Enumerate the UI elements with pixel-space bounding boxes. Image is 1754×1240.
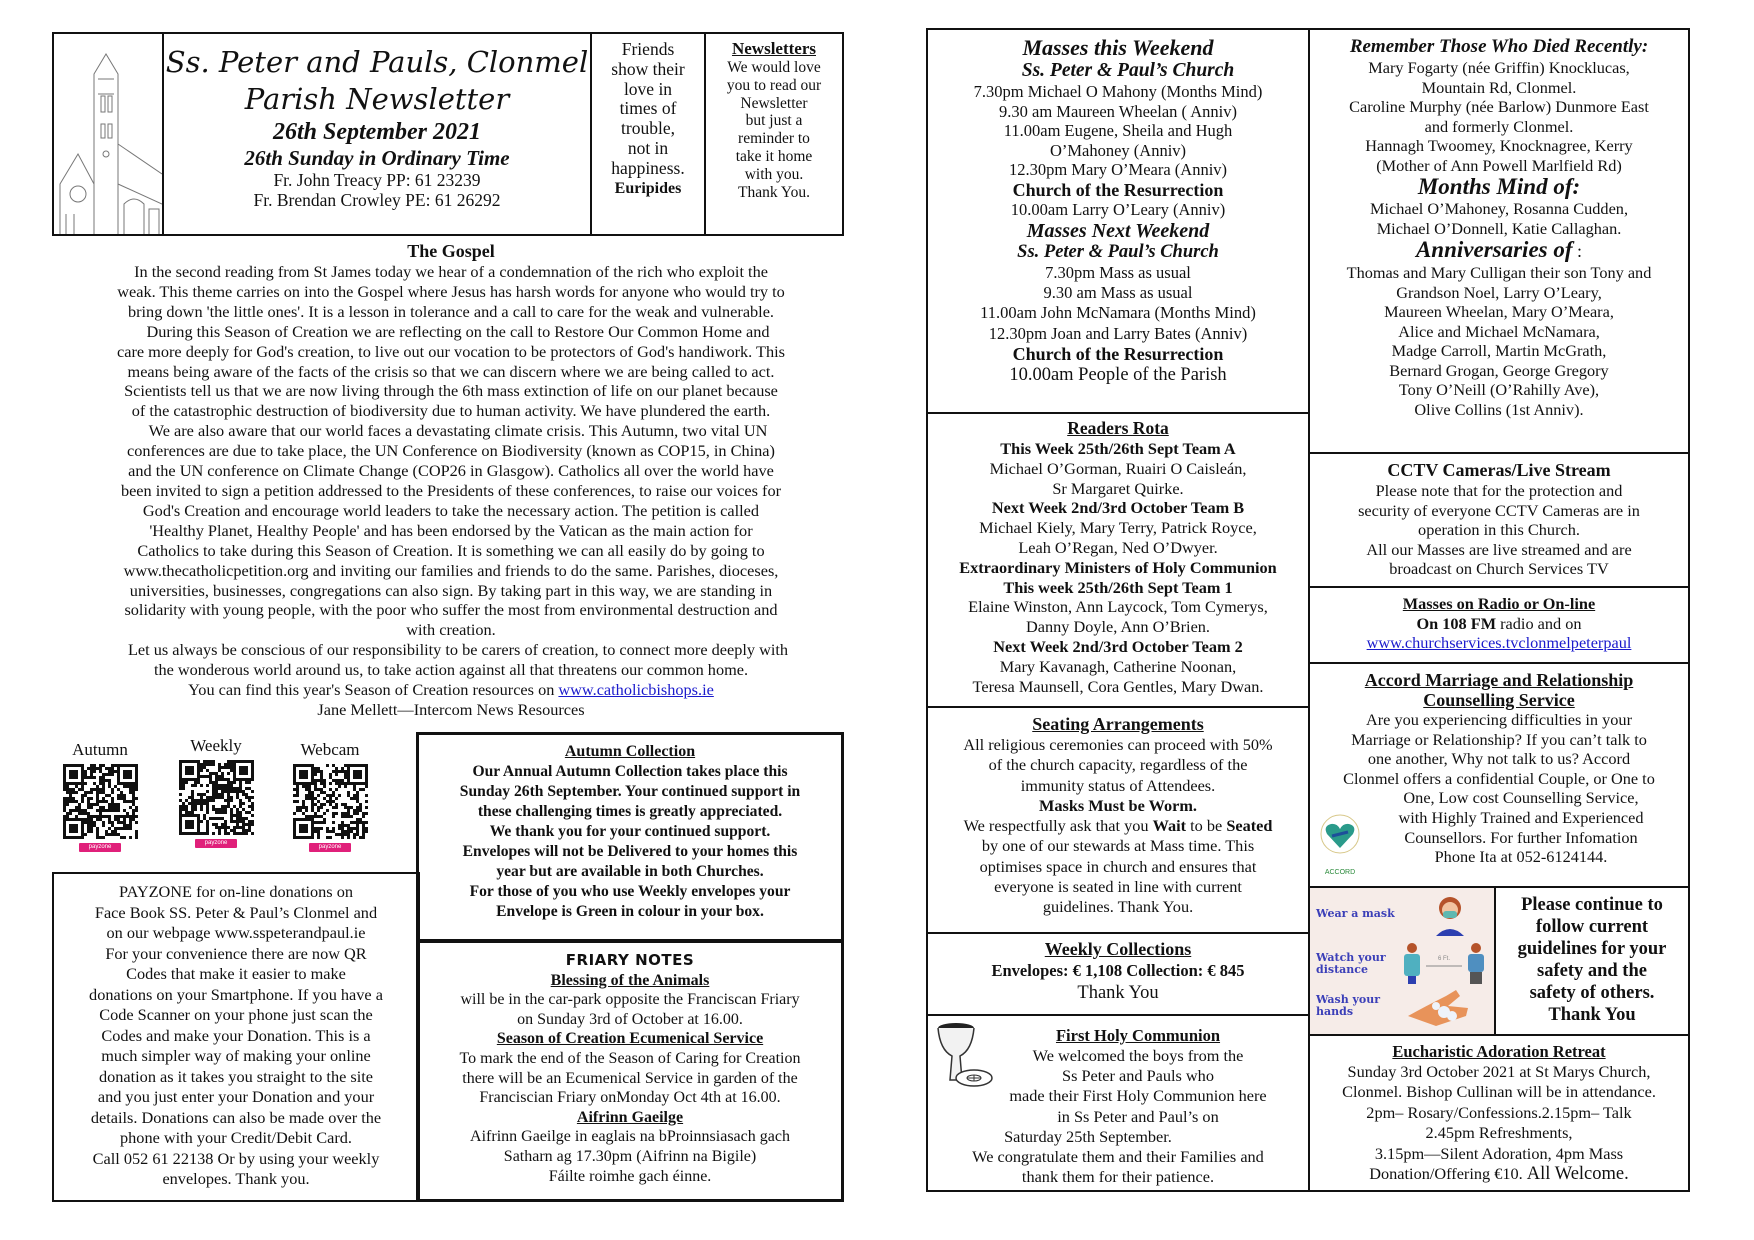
anniversary-name: Alice and Michael McNamara, <box>1398 321 1600 341</box>
weekly-amounts: Envelopes: € 1,108 Collection: € 845 <box>991 961 1245 980</box>
masses-next-weekend-title: Masses Next Weekend <box>1026 219 1210 242</box>
gospel-line: weak. This theme carries on into the Gospel where Jesus has harsh words for anyone who would try to <box>117 281 785 301</box>
resources-line <box>60 680 842 700</box>
readers-group-heading: This Week 25th/26th Sept Team A <box>1000 439 1236 458</box>
payzone-line: Face Book SS. Peter & Paul’s Clonmel and <box>94 902 378 922</box>
guidelines-line: guidelines for your <box>1517 939 1667 959</box>
cctv-line: Please note that for the protection and <box>1375 481 1623 500</box>
readers-rota-title: Readers Rota <box>1067 418 1169 438</box>
remembered-name: Caroline Murphy (née Barlow) Dunmore East <box>1349 97 1649 116</box>
wait-bold: Wait <box>1152 816 1187 836</box>
church-name: Ss. Peter & Paul’s Church <box>1017 241 1219 262</box>
reader-names: Elaine Winston, Ann Laycock, Tom Cymerys, <box>968 597 1268 617</box>
remembered-name: and formerly Clonmel. <box>1424 116 1574 136</box>
anniversaries-list <box>1310 263 1688 419</box>
qr-code-1[interactable] <box>170 736 262 848</box>
anniversaries-title: Anniversaries of <box>1415 237 1573 262</box>
first-communion-line: We congratulate them and their Families and <box>972 1147 1264 1167</box>
readers-group-heading: This week 25th/26th Sept Team 1 <box>1003 577 1233 597</box>
autumn-collection-box <box>416 732 844 942</box>
payzone-box <box>52 872 420 1202</box>
mask-person-icon <box>1430 894 1470 936</box>
quote-line: times of <box>619 98 677 119</box>
gospel-line: Scientists tell us that we are now living through the 6th mass extinction of life on our planet because <box>124 381 778 401</box>
churchservices-link[interactable]: www.churchservices.tvclonmelpeterpaul <box>1366 633 1632 652</box>
payzone-badge: payzone <box>309 843 351 852</box>
gospel-credit: Jane Mellett—Intercom News Resources <box>317 699 585 719</box>
accord-box <box>1308 662 1690 888</box>
mass-times-next-weekend <box>928 263 1308 344</box>
quote-line: trouble, <box>621 118 675 139</box>
liturgical-sunday: 26th Sunday in Ordinary Time <box>244 146 510 170</box>
accord-line: Counsellors. For further Infomation <box>1404 827 1638 847</box>
accord-line: One, Low cost Counselling Service, <box>1403 788 1639 808</box>
eucharistic-title: Eucharistic Adoration Retreat <box>1392 1042 1606 1061</box>
all-welcome: All Welcome. <box>1526 1164 1629 1185</box>
weekly-thanks: Thank You <box>1077 983 1159 1003</box>
seated-bold: Seated <box>1226 816 1273 836</box>
guidelines-line: Thank You <box>1548 1005 1636 1025</box>
church-tower-icon <box>54 34 162 234</box>
friary-section-line: there will be an Ecumenical Service in garden of the <box>462 1069 798 1087</box>
readers-group-heading: Next Week 2nd/3rd October Team B <box>991 498 1245 518</box>
wait-mid: to be <box>1186 816 1227 836</box>
remember-title: Remember Those Who Died Recently: <box>1349 36 1649 57</box>
gospel-line: universities, businesses, congregations can also sign. By taking part in this way, we are standing in <box>129 580 773 600</box>
accord-line: one another, Why not talk to us? Accord <box>1367 749 1631 769</box>
anniversary-name: Tony O’Neill (O’Rahilly Ave), <box>1398 380 1600 399</box>
seating-text <box>928 735 1308 796</box>
mass-time: 12.30pm Mary O’Meara (Anniv) <box>1008 160 1228 180</box>
anniversary-name: Thomas and Mary Culligan their son Tony and <box>1346 263 1652 282</box>
gospel-line: conferences are due to take place, the UN Conference on Biodiversity (known as COP15, in China) <box>127 441 775 461</box>
cctv-line: All our Masses are live streamed and are <box>1366 539 1632 559</box>
recently-died-list <box>1310 58 1688 175</box>
anniversaries-heading <box>1310 238 1688 263</box>
newsletters-title: Newsletters <box>731 39 816 58</box>
seating-line: of the church capacity, regardless of the <box>988 755 1248 775</box>
eucharistic-line: 3.15pm—Silent Adoration, 4pm Mass <box>1374 1143 1624 1163</box>
gospel-line: In the second reading from St James today we hear of a condemnation of the rich who exploit the <box>134 262 768 281</box>
autumn-collection-line: Envelopes will not be Delivered to your homes this <box>462 843 798 860</box>
payzone-line: phone with your Credit/Debit Card. <box>120 1128 352 1147</box>
radio-fm-rest: radio and on <box>1496 613 1582 633</box>
weekly-title: Weekly Collections <box>1044 939 1192 959</box>
mass-times-this-weekend <box>928 82 1308 180</box>
first-communion-line: thank them for their patience. <box>1021 1167 1215 1187</box>
church-name: Ss. Peter & Paul’s Church <box>1021 60 1235 81</box>
priest-contact: Fr. Brendan Crowley PE: 61 26292 <box>253 190 501 210</box>
covid-guidance-image <box>1308 886 1496 1036</box>
first-communion-title: First Holy Communion <box>1055 1026 1221 1045</box>
first-communion-line: in Ss Peter and Paul’s on <box>1057 1106 1219 1126</box>
payzone-line: For your convenience there are now QR <box>105 943 367 963</box>
first-communion-line: We welcomed the boys from the <box>1032 1046 1244 1065</box>
distance-people-icon <box>1398 940 1490 984</box>
mass-time: 7.30pm Michael O Mahony (Months Mind) <box>973 82 1263 101</box>
heart-hands-icon <box>1320 814 1360 858</box>
newsletters-line: Thank You. <box>738 183 810 201</box>
covid-item: Wear a mask <box>1316 907 1395 920</box>
friary-section-line: Fáilte roimhe gach éinne. <box>548 1167 712 1185</box>
accord-subtitle: Counselling Service <box>1423 690 1575 710</box>
accord-line: with Highly Trained and Experienced <box>1398 807 1644 827</box>
quote-line: not in <box>627 137 669 158</box>
masks-notice: Masks Must be Worm. <box>1039 795 1197 815</box>
autumn-collection-text <box>419 762 841 922</box>
autumn-collection-line: We thank you for your continued support. <box>489 823 771 840</box>
payzone-text <box>54 882 418 1190</box>
newsletters-line: you to read our <box>726 76 822 94</box>
payzone-line: Codes that make it easier to make <box>126 964 346 983</box>
autumn-collection-line: Sunday 26th September. Your continued support in <box>459 783 801 800</box>
remembered-name: Mountain Rd, Clonmel. <box>1421 77 1577 97</box>
guidelines-line: Please continue to <box>1521 895 1663 915</box>
gospel-line: means being aware of the facts of the crisis so that we can discern where we are being called to act. <box>127 361 775 381</box>
gospel-line: bring down 'the little ones'. It is a lesson in tolerance and a call to care for the weak and vulnerable. <box>127 301 775 321</box>
gospel-text <box>60 262 842 680</box>
friary-section-heading: Blessing of the Animals <box>550 971 710 989</box>
cctv-box <box>1308 452 1690 588</box>
chalice-icon <box>934 1020 994 1092</box>
qr-code-icon <box>293 764 368 839</box>
mass-time: 11.00am John McNamara (Months Mind) <box>980 303 1256 323</box>
gospel-line: 'Healthy Planet, Healthy People' and has been endorsed by the Vatican as the main action for <box>149 520 753 540</box>
remembered-name: Hannagh Twoomey, Knocknagree, Kerry <box>1365 136 1633 155</box>
mass-time: 9.30 am Mass as usual <box>1043 283 1193 303</box>
seating-text-more <box>928 836 1308 917</box>
payzone-line: on our webpage www.sspeterandpaul.ie <box>106 923 366 942</box>
covid-item: Wash your hands <box>1316 993 1381 1018</box>
friary-notes-box <box>416 940 844 1202</box>
radio-fm: On 108 FM <box>1416 613 1497 633</box>
quote-text <box>592 34 704 179</box>
parish-name: Ss. Peter and Pauls, Clonmel <box>165 45 589 79</box>
qr-code-icon <box>63 764 138 839</box>
cctv-line: broadcast on Church Services TV <box>1389 559 1609 579</box>
gospel-line: and the UN conference on Climate Change (COP26 in Glasgow). Catholics all over the world have <box>128 461 774 481</box>
newsletters-line: take it home <box>735 147 813 165</box>
qr-code-label: Weekly <box>190 736 242 755</box>
friary-section-line: Aifrinn Gaeilge in eaglais na bProinnsiasach gach <box>470 1128 790 1146</box>
friary-notes-title: FRIARY NOTES <box>565 951 695 969</box>
gospel-line: Catholics to take during this Season of Creation. It is something we can all easily do by going to <box>137 540 765 560</box>
weekly-collections-box <box>926 932 1310 1016</box>
readers-groups <box>928 439 1308 696</box>
seating-line: optimises space in church and ensures that <box>979 856 1257 876</box>
mass-time: 11.00am Eugene, Sheila and Hugh <box>1003 121 1233 141</box>
newsletters-line: but just a <box>745 112 803 130</box>
newsletter-date: 26th September 2021 <box>273 119 481 145</box>
autumn-collection-line: year but are available in both Churches. <box>496 863 764 880</box>
gospel-line: been invited to sign a petition addressed to the Presidents of these conferences, to raise our voices for <box>120 480 782 500</box>
newsletters-line: reminder to <box>738 130 810 148</box>
payzone-line: Codes and make your Donation. This is a <box>101 1025 371 1045</box>
mass-time: 10.00am Larry O’Leary (Anniv) <box>1010 199 1226 219</box>
anniversary-name: Maureen Wheelan, Mary O’Meara, <box>1384 302 1614 321</box>
gospel-section <box>60 240 842 720</box>
payzone-line: envelopes. Thank you. <box>162 1169 310 1188</box>
catholicbishops-link[interactable]: www.catholicbishops.ie <box>558 680 714 700</box>
cctv-line: operation in this Church. <box>1418 520 1580 540</box>
friary-section-line: on Sunday 3rd of October at 16.00. <box>517 1010 743 1028</box>
quote-line: happiness. <box>611 157 685 178</box>
masses-box <box>926 28 1310 414</box>
quote-author: Euripides <box>614 179 682 197</box>
qr-code-label: Webcam <box>300 740 360 759</box>
seating-line: immunity status of Attendees. <box>1020 775 1216 795</box>
cctv-line: security of everyone CCTV Cameras are in <box>1358 500 1640 520</box>
gospel-title: The Gospel <box>407 241 495 261</box>
accord-line: Marriage or Relationship? If you can’t talk to <box>1351 729 1647 749</box>
qr-code-area <box>54 738 416 872</box>
first-communion-line: Saturday 25th September. <box>1004 1126 1172 1146</box>
friary-sections <box>419 971 841 1187</box>
payzone-badge: payzone <box>79 843 121 852</box>
quote-box <box>590 32 706 236</box>
anniversary-name: Bernard Grogan, George Gregory <box>1389 360 1609 380</box>
eucharistic-line: Clonmel. Bishop Cullinan will be in attendance. <box>1342 1082 1656 1102</box>
accord-title: Accord Marriage and Relationship <box>1364 670 1634 690</box>
radio-box <box>1308 586 1690 664</box>
reader-names: Teresa Maunsell, Cora Gentles, Mary Dwan. <box>972 676 1264 696</box>
qr-code-icon <box>179 760 254 835</box>
months-mind-title: Months Mind of: <box>1417 174 1581 199</box>
mass-time: O’Mahoney (Anniv) <box>1049 140 1187 160</box>
months-mind-name: Michael O’Mahoney, Rosanna Cudden, <box>1369 199 1629 218</box>
seating-title: Seating Arrangements <box>1032 714 1204 734</box>
payzone-line: much simpler way of making your online <box>101 1046 371 1065</box>
qr-code-2[interactable] <box>284 740 376 852</box>
months-mind-name: Michael O’Donnell, Katie Callaghan. <box>1376 218 1622 238</box>
friary-section-heading: Aifrinn Gaeilge <box>576 1108 684 1126</box>
mass-time: 9.30 am Maureen Wheelan ( Anniv) <box>999 101 1237 121</box>
guidelines-text <box>1496 894 1688 1026</box>
gospel-line: of the catastrophic destruction of biodiversity due to human activity. We have plundered the earth. <box>131 401 771 421</box>
quote-line: love in <box>623 78 673 99</box>
mass-time: 10.00am People of the Parish <box>1009 364 1227 385</box>
payzone-line: details. Donations can also be made over the <box>90 1107 382 1127</box>
seating-line: guidelines. Thank You. <box>1042 897 1194 917</box>
gospel-line: www.thecatholicpetition.org and inviting our families and friends to do the same. Parishes, dioceses, <box>123 560 779 580</box>
autumn-collection-line: these challenging times is greatly appreciated. <box>477 803 783 820</box>
donation-line <box>1310 1164 1688 1184</box>
reader-names: Michael Kiely, Mary Terry, Patrick Royce, <box>979 518 1257 538</box>
payzone-line: donations on your Smartphone. If you have a <box>89 984 383 1004</box>
cctv-title: CCTV Cameras/Live Stream <box>1387 460 1611 480</box>
friary-section-line: To mark the end of the Season of Caring for Creation <box>459 1049 801 1067</box>
covid-item: Watch your distance <box>1316 951 1386 976</box>
qr-code-0[interactable] <box>54 740 146 852</box>
gospel-line: with creation. <box>406 620 496 640</box>
first-communion-box <box>926 1014 1310 1192</box>
quote-line: show their <box>611 58 685 79</box>
readers-group-heading: Extraordinary Ministers of Holy Communion <box>959 557 1277 577</box>
readers-group-heading: Next Week 2nd/3rd October Team 2 <box>993 636 1243 656</box>
newsletters-text <box>706 59 842 201</box>
newsletters-line: We would love <box>727 59 821 76</box>
readers-rota-box <box>926 412 1310 708</box>
seating-line: everyone is seated in line with current <box>994 877 1242 897</box>
qr-code-label: Autumn <box>72 740 128 759</box>
guidelines-line: safety and the <box>1537 961 1647 981</box>
anniversary-name: Madge Carroll, Martin McGrath, <box>1391 341 1607 360</box>
reader-names: Sr Margaret Quirke. <box>1052 478 1184 498</box>
payzone-line: PAYZONE for on-line donations on <box>119 882 353 901</box>
eucharistic-line: 2.45pm Refreshments, <box>1425 1123 1573 1143</box>
priest-contact: Fr. John Treacy PP: 61 23239 <box>273 170 481 190</box>
resources-text: You can find this year's Season of Creation resources on <box>188 680 559 700</box>
distance-label: 6 Ft. <box>1438 956 1451 962</box>
accord-line: Are you experiencing difficulties in your <box>1365 710 1632 729</box>
gospel-line: solidarity with young people, with the poor who suffer the most from environmental destruction and <box>124 600 778 620</box>
accord-logo-text: ACCORD <box>1324 868 1356 876</box>
radio-title: Masses on Radio or On-line <box>1402 594 1596 613</box>
seating-line: by one of our stewards at Mass time. This <box>981 836 1255 856</box>
reader-names: Leah O’Regan, Ned O’Dwyer. <box>1018 537 1218 557</box>
seating-line: All religious ceremonies can proceed with 50% <box>963 735 1273 754</box>
payzone-line: and you just enter your Donation and your <box>97 1087 375 1106</box>
gospel-line: God's Creation and encourage world leaders to take the necessary action. The petition is called <box>142 500 760 520</box>
masses-this-weekend-title: Masses this Weekend <box>1022 35 1214 60</box>
newsletters-line: with you. <box>744 165 804 183</box>
payzone-badge: payzone <box>195 839 237 848</box>
guidelines-line: safety of others. <box>1529 983 1655 1003</box>
remembered-name: (Mother of Ann Powell Marlfield Rd) <box>1376 155 1622 175</box>
gospel-line: We are also aware that our world faces a devastating climate crisis. This Autumn, two vital UN <box>148 421 768 441</box>
reader-names: Danny Doyle, Ann O’Brien. <box>1025 617 1211 637</box>
newsletter-title: Parish Newsletter <box>244 82 510 116</box>
autumn-collection-line: Our Annual Autumn Collection takes place this <box>472 763 788 780</box>
newsletters-box <box>704 32 844 236</box>
mass-time: 12.30pm Joan and Larry Bates (Anniv) <box>988 323 1248 343</box>
first-communion-line: made their First Holy Communion here <box>1009 1086 1267 1106</box>
newsletters-line: Newsletter <box>740 94 808 112</box>
accord-line: Phone Ita at 052-6124144. <box>1434 847 1608 867</box>
autumn-collection-line: For those of you who use Weekly envelopes your <box>469 883 791 900</box>
church-name: Church of the Resurrection <box>1012 179 1224 200</box>
accord-logo <box>1320 814 1360 876</box>
gospel-line: During this Season of Creation we are reflecting on the call to Restore Our Common Home and <box>146 321 770 341</box>
wash-hands-icon <box>1406 986 1472 1030</box>
eucharistic-text <box>1310 1062 1688 1164</box>
gospel-line: Let us always be conscious of our responsibility to be carers of creation, to connect more deeply with <box>127 640 789 660</box>
friary-section-line: Franciscian Friary onMonday Oct 4th at 16.00. <box>479 1089 781 1107</box>
guidelines-box <box>1494 886 1690 1036</box>
wait-line <box>928 816 1308 836</box>
anniversaries-colon: : <box>1572 241 1583 261</box>
payzone-line: Call 052 61 22138 Or by using your weekly <box>92 1148 380 1168</box>
eucharistic-line: 2pm– Rosary/Confessions.2.15pm– Talk <box>1366 1102 1632 1122</box>
friary-section-heading: Season of Creation Ecumenical Service <box>496 1030 764 1048</box>
radio-fm-line <box>1310 614 1688 634</box>
anniversary-name: Grandson Noel, Larry O’Leary, <box>1396 282 1602 302</box>
payzone-line: Code Scanner on your phone just scan the <box>99 1005 373 1024</box>
gospel-line: care more deeply for God's creation, to live out our vocation to be protectors of God's handiwork. This <box>117 341 785 361</box>
remember-box <box>1308 28 1690 454</box>
accord-text <box>1310 710 1688 867</box>
reader-names: Mary Kavanagh, Catherine Noonan, <box>999 656 1237 676</box>
remembered-name: Mary Fogarty (née Griffin) Knocklucas, <box>1368 58 1630 77</box>
mass-time: 7.30pm Mass as usual <box>1045 262 1191 282</box>
friary-section-line: Satharn ag 17.30pm (Aifrinn na Bigile) <box>503 1147 757 1165</box>
quote-line: Friends <box>621 39 675 59</box>
eucharistic-line: Sunday 3rd October 2021 at St Marys Church, <box>1347 1062 1651 1081</box>
autumn-collection-title: Autumn Collection <box>564 743 696 760</box>
gospel-line: the wonderous world around us, to take action against all that threatens our common home. <box>153 660 749 680</box>
friary-section-line: will be in the car-park opposite the Franciscan Friary <box>460 991 800 1009</box>
eucharistic-retreat-box <box>1308 1034 1690 1192</box>
church-sketch-image <box>52 32 164 236</box>
autumn-collection-line: Envelope is Green in colour in your box. <box>496 903 764 920</box>
anniversary-name: Olive Collins (1st Anniv). <box>1414 399 1584 419</box>
masthead <box>162 32 592 236</box>
seating-box <box>926 706 1310 934</box>
donation-text: Donation/Offering €10. <box>1369 1164 1527 1184</box>
reader-names: Michael O’Gorman, Ruairi O Caisleán, <box>989 458 1247 478</box>
guidelines-line: follow current <box>1535 917 1649 937</box>
accord-line: Clonmel offers a confidential Couple, or One to <box>1343 768 1655 788</box>
church-name: Church of the Resurrection <box>1012 343 1224 364</box>
months-mind-list <box>1310 199 1688 238</box>
wait-pre: We respectfully ask that you <box>963 816 1153 836</box>
cctv-text <box>1310 481 1688 579</box>
payzone-line: donation as it takes you straight to the site <box>98 1066 374 1086</box>
first-communion-line: Ss Peter and Pauls who <box>1062 1066 1214 1086</box>
